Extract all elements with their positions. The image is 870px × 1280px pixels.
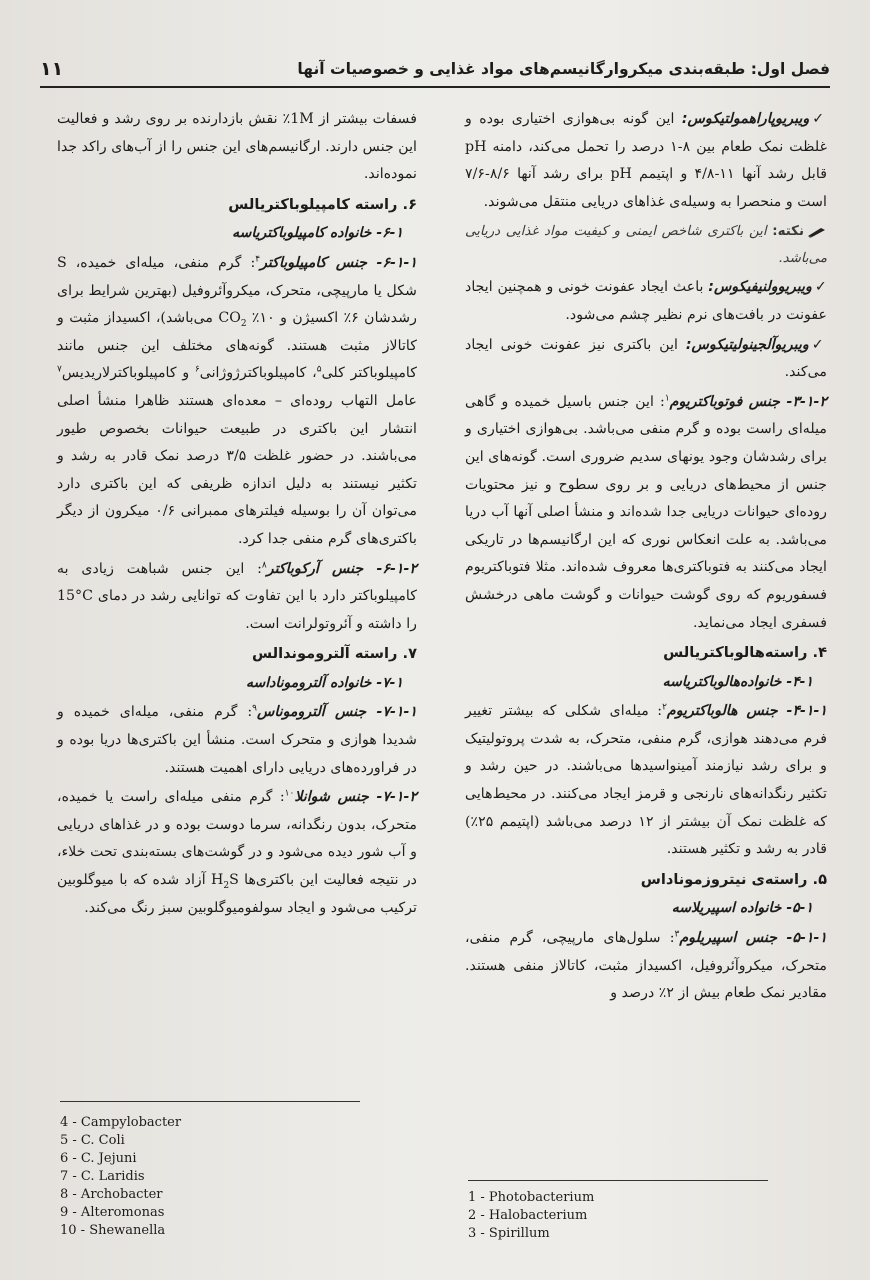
paragraph-text: : گرم منفی، میله‌ای خمیده، S شکل یا مارپیچی، متحرک، میکروآئروفیل (بهترین شرایط برای رشدشان ۶٪ اکسیژن و ۱۰٪ (57, 254, 417, 327)
paragraph-text: : این جنس شباهت زیادی به کامپیلوباکتر دارد با این تفاوت که توانایی رشد در دمای (57, 560, 417, 605)
paragraph-text: این باکتری نیز عفونت خونی ایجاد می‌کند. (465, 336, 827, 381)
paragraph-halobacterium (465, 698, 827, 864)
check-icon: ✓ (811, 336, 827, 353)
paragraph-text: عامل التهاب روده‌ای – معده‌ای هستند ظاهرا منشأ اصلی انتشار این باکتری در طبیعت حیوانات بخصوص طیور می‌باشند. در حضور غلظت ۳/۵ درصد نمک قادر به رشد و تکثیر نیستند به دلیل اندازه ظریفی که این باکتری دارد می‌توان آن را بوسیله فیلترهای ممبرانی ۰/۶ میکرون از دیگر باکتری‌های گرم منفی جدا کرد. (57, 392, 417, 547)
footnote-ref: ۸ (261, 559, 267, 570)
term: ۶-۱-۱- جنس کامپیلوباکتر (260, 254, 417, 271)
footnote: 10 - Shewanella (60, 1223, 166, 1238)
term: ویبریوآلجینولیتیکوس: (685, 336, 809, 353)
footnote-ref: ۲ (662, 702, 667, 713)
check-icon: ✓ (812, 111, 828, 127)
footnote: 8 - Archobacter (60, 1187, 163, 1202)
term: ۷-۱-۲- جنس شوانلا (294, 789, 418, 806)
paragraph-text: می‌باشد)، اکسیداز مثبت و کاتالاز مثبت هستند. گونه‌های مختلف این جنس مانند کامپیلوباکتر کلی (57, 310, 417, 382)
subsection-heading: ۵-۱- خانواده اسپیریلاسه (671, 900, 813, 917)
term: ویبریوولنیفیکوس: (708, 279, 812, 296)
check-icon: ✓ (814, 279, 828, 296)
footnotes-right (468, 1180, 768, 1243)
chapter-title: فصل اول: طبقه‌بندی میکروارگانیسم‌های مواد غذایی و خصوصیات آنها (297, 60, 830, 78)
paragraph-alteromonas (57, 699, 417, 782)
footnotes-left (60, 1101, 360, 1240)
pencil-icon (807, 226, 827, 238)
subsection-heading: ۷-۱- خانواده آلتروموناداسه (245, 674, 403, 691)
paragraph-text: و کامپیلوباکترلاریدیس (61, 365, 195, 382)
page-header (40, 52, 830, 88)
footnote: 7 - C. Laridis (60, 1169, 145, 1184)
footnote-ref: ۹ (252, 703, 257, 714)
note-paragraph (465, 218, 827, 272)
footnote: 6 - C. Jejuni (60, 1151, 137, 1166)
paragraph-arcobacter (57, 556, 417, 639)
paragraph-vibrio-vulnificus (465, 274, 827, 329)
formula-co2 (218, 310, 247, 329)
footnote-ref: ۶ (194, 364, 200, 375)
footnote: 4 - Campylobacter (60, 1115, 182, 1130)
section-heading: ۵. راسته‌ی نیتروزموناداس (640, 870, 827, 888)
paragraph-text: آزاد شده که با میوگلوبین ترکیب می‌شود و ایجاد سولفومیوگلوبین سبز رنگ می‌کند. (57, 872, 417, 916)
note-label: نکته: (772, 224, 804, 240)
formula-text: S (229, 872, 239, 889)
right-column (465, 106, 827, 1010)
footnote-ref: ۵ (316, 364, 322, 375)
paragraph-text: : میله‌ای شکلی که بیشتر تغییر فرم می‌دهند هوازی، گرم منفی، متحرک، به شدت پروتولیتیک و برای رشد نیازمند آمینواسیدها می‌باشند. در حین رشد و تکثیر رنگدانه‌های نارنجی و قرمز ایجاد می‌کنند. در محیط‌هایی که غلظت نمک آن بیشتر از ۱۲ درصد می‌باشد (اپتیمم ۲۵٪) قادر به رشد و تکثیر هستند. (465, 703, 827, 858)
footnote-ref: ۷ (57, 364, 62, 375)
term: ۵-۱-۱- جنس اسپیریلوم (679, 930, 827, 947)
paragraph-campylobacter (57, 250, 417, 554)
subsection-heading: ۶-۱- خانواده کامپیلوباکتریاسه (232, 225, 403, 242)
paragraph-vibrio-alginolyticus (465, 332, 827, 387)
paragraph-photobacterium (465, 389, 827, 637)
paragraph-text: باعث ایجاد عفونت خونی و همچنین ایجاد عفونت در بافت‌های نرم نظیر چشم می‌شود. (465, 279, 827, 323)
formula-text: H (210, 872, 224, 889)
paragraph-continued: فسفات بیشتر از 1M٪ نقش بازدارنده بر روی رشد و فعالیت این جنس دارند. ارگانیسم‌های این جنس را از آب‌های راکد جدا نموده‌اند. (57, 111, 417, 183)
paragraph-text: این گونه بی‌هوازی اختیاری بوده و غلظت نمک طعام بین ۸-۱ درصد را تحمل می‌کند، دامنه pH قابل رشد آنها ۱۱-۴/۸ و اپتیمم pH برای رشد آنها ۸/۶-۷/۶ است و منحصرا به وسیله‌ی غذاهای دریایی منتقل می‌شوند. (465, 111, 827, 210)
paragraph-spirillum (465, 925, 827, 1008)
section-heading: ۷. راسته آلتروموندالس (252, 645, 417, 663)
formula-subscript: 2 (240, 318, 247, 329)
left-column (57, 106, 417, 924)
footnote-ref: ۱۰ (284, 788, 295, 799)
paragraph-text: : این جنس باسیل خمیده و گاهی میله‌ای راست بوده و گرم منفی می‌باشد. بی‌هوازی اختیاری و برای رشدشان وجود یونهای سدیم ضروری است. گونه‌های این جنس از محیط‌های دریایی و بر روی سطوح و نیز محتویات روده‌ای حیوانات دریایی جدا شده‌اند و منشأ اصلی آنها آب دریا می‌باشد. به علت انعکاس نوری که این ارگانیسم‌ها در تاریکی ایجاد می‌کنند به فتوباکتری‌ها معروف شده‌اند. مثلا فتوباکتریوم فسفوریوم که روی گوشت حیوانات و گوشت ماهی درخشش فسفری ایجاد می‌نماید. (465, 393, 827, 631)
section-heading: ۴. راسته‌هالوباکتریالس (663, 644, 827, 662)
term: ۴-۱-۱- جنس هالوباکتریوم (666, 703, 828, 720)
subsection-heading: ۴-۱- خانواده‌هالوباکتریاسه (662, 673, 813, 690)
paragraph-text: : گرم منفی، میله‌ای خمیده و شدیدا هوازی و متحرک است. منشأ این باکتری‌ها دریا بوده و در فراورده‌های دریایی دارای اهمیت هستند. (57, 704, 417, 776)
paragraph-text: : سلول‌های مارپیچی، گرم منفی، متحرک، میکروآئروفیل، اکسیداز مثبت، کاتالاز منفی هستند. مقادیر نمک طعام بیش از ۲٪ درصد و (465, 930, 827, 1002)
formula-subscript: 2 (223, 880, 230, 891)
term: ویبریوپاراهمولتیکوس: (681, 111, 810, 127)
footnote: 1 - Photobacterium (468, 1190, 595, 1205)
formula-h2s (210, 872, 239, 891)
paragraph-text: : گرم منفی میله‌ای راست یا خمیده، متحرک، بدون رنگدانه، سرما دوست بوده و در غذاهای دریایی و آب شور دیده می‌شود و در گوشت‌های بسته‌بندی تحت خلاء، در نتیجه فعالیت این باکتری‌ها (57, 789, 417, 889)
note-text: این باکتری شاخص ایمنی و کیفیت مواد غذایی دریایی می‌باشد. (465, 224, 827, 267)
formula-text: CO (218, 310, 241, 327)
footnote-ref: ۱ (664, 393, 670, 404)
footnote-ref: ۴ (255, 254, 261, 265)
term: ۷-۱-۱- جنس آلتروموناس (257, 704, 418, 721)
paragraph-text: ، کامپیلوباکترژوژانی (199, 365, 317, 382)
footnote: 9 - Alteromonas (60, 1205, 165, 1220)
footnote: 2 - Halobacterium (468, 1208, 588, 1223)
term: ۶-۱-۲- جنس آرکوباکتر (266, 560, 418, 577)
paragraph-vibrio-parahaemolyticus (465, 106, 827, 216)
footnote-ref: ۳ (674, 929, 680, 940)
temperature-value: 15°C (57, 588, 94, 605)
paragraph-text: را داشته و آئروتولرانت است. (245, 615, 417, 632)
paragraph-shewanella (57, 784, 417, 922)
term: ۳-۱-۲- جنس فوتوباکتریوم (669, 393, 827, 410)
page-number: ۱۱ (40, 58, 64, 80)
section-heading: ۶. راسته کامپیلوباکتریالس (228, 195, 417, 213)
footnote: 5 - C. Coli (60, 1133, 125, 1148)
footnote: 3 - Spirillum (468, 1226, 550, 1241)
